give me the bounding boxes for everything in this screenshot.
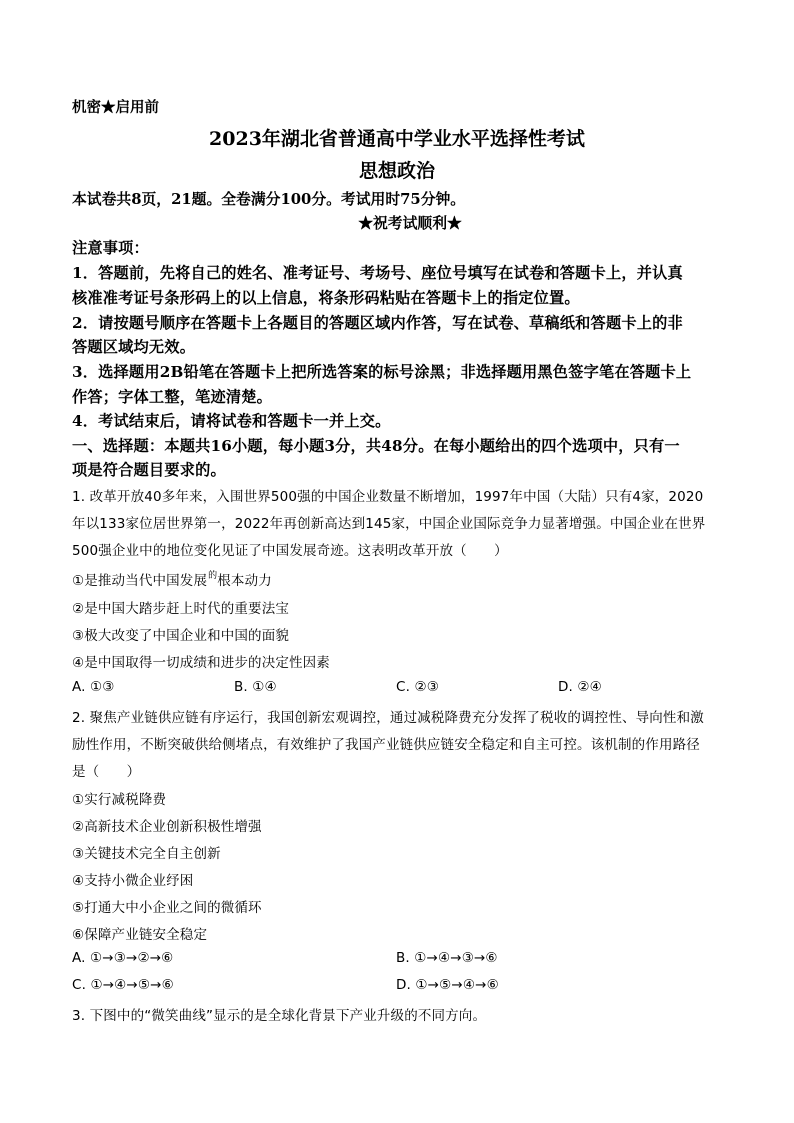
q1-item — [72, 569, 272, 589]
q1-item: ④是中国取得一切成绩和进步的决定性因素 — [72, 655, 330, 671]
q2-stem-line: 2. 聚焦产业链供应链有序运行，我国创新宏观调控，通过减税降费充分发挥了税收的调控性、导向性和激 — [72, 710, 704, 726]
q1-stem-line: 500强企业中的地位变化见证了中国发展奇迹。这表明改革开放（ ） — [72, 543, 508, 559]
q2-option-d: D. ①→⑤→④→⑥ — [396, 977, 499, 993]
q3-stem: 3. 下图中的“微笑曲线”显示的是全球化背景下产业升级的不同方向。 — [72, 1008, 487, 1024]
q2-stem-line: 励性作用，不断突破供给侧堵点，有效维护了我国产业链供应链安全稳定和自主可控。该机制的作用路径 — [72, 737, 700, 753]
q1-item1-tail: 根本动力 — [217, 573, 272, 589]
notes-line: 核准准考证号条形码上的以上信息，将条形码粘贴在答题卡上的指定位置。 — [72, 289, 580, 307]
subject-title: 思想政治 — [358, 160, 435, 182]
q2-item: ⑤打通大中小企业之间的微循环 — [72, 900, 262, 916]
q1-option-a: A. ①③ — [72, 679, 115, 695]
notes-line: 3．选择题用2B铅笔在答题卡上把所选答案的标号涂黑；非选择题用黑色签字笔在答题卡上 — [72, 363, 692, 381]
q1-option-c: C. ②③ — [396, 679, 439, 695]
section-heading: 一、选择题：本题共16小题，每小题3分，共48分。在每小题给出的四个选项中，只有一 — [72, 437, 680, 455]
notes-line: 答题区域均无效。 — [72, 338, 196, 356]
notes-line: 1．答题前，先将自己的姓名、准考证号、考场号、座位号填写在试卷和答题卡上，并认真 — [72, 264, 683, 282]
notes-line: 2．请按题号顺序在答题卡上各题目的答题区域内作答，写在试卷、草稿纸和答题卡上的非 — [72, 314, 683, 332]
confidential-label: 机密★启用前 — [72, 99, 159, 116]
q2-option-b: B. ①→④→③→⑥ — [396, 950, 498, 966]
q2-option-c: C. ①→④→⑤→⑥ — [72, 977, 174, 993]
q1-stem-line: 1. 改革开放40多年来，入围世界500强的中国企业数量不断增加，1997年中国（大陆）只有4家，2020 — [72, 489, 704, 505]
section-heading-cont: 项是符合题目要求的。 — [72, 461, 226, 479]
q1-stem-line: 年以133家位居世界第一，2022年再创新高达到145家，中国企业国际竞争力显著增强。中国企业在世界 — [72, 516, 706, 532]
q1-item: ②是中国大踏步赶上时代的重要法宝 — [72, 601, 290, 617]
q2-option-a: A. ①→③→②→⑥ — [72, 950, 174, 966]
notes-line: 4．考试结束后，请将试卷和答题卡一并上交。 — [72, 412, 391, 430]
exam-title: 2023年湖北省普通高中学业水平选择性考试 — [209, 128, 585, 150]
q2-item: ④支持小微企业纾困 — [72, 873, 194, 889]
notes-heading: 注意事项： — [72, 239, 149, 257]
q2-item: ⑥保障产业链安全稳定 — [72, 927, 208, 943]
notes-line: 作答；字体工整，笔迹清楚。 — [72, 388, 273, 406]
blessing-line: ★祝考试顺利★ — [358, 215, 462, 232]
q2-item: ②高新技术企业创新积极性增强 — [72, 819, 262, 835]
q1-option-d: D. ②④ — [558, 679, 602, 695]
q1-item: ③极大改变了中国企业和中国的面貌 — [72, 628, 290, 644]
q2-item: ③关键技术完全自主创新 — [72, 846, 221, 862]
q1-option-b: B. ①④ — [234, 679, 277, 695]
q1-item1-main: ①是推动当代中国发展 — [72, 573, 208, 589]
exam-info: 本试卷共8页，21题。全卷满分100分。考试用时75分钟。 — [72, 191, 466, 208]
q2-stem-line: 是（ ） — [72, 764, 141, 780]
q2-item: ①实行减税降费 — [72, 792, 167, 808]
q1-item1-sup: 的 — [208, 571, 218, 581]
